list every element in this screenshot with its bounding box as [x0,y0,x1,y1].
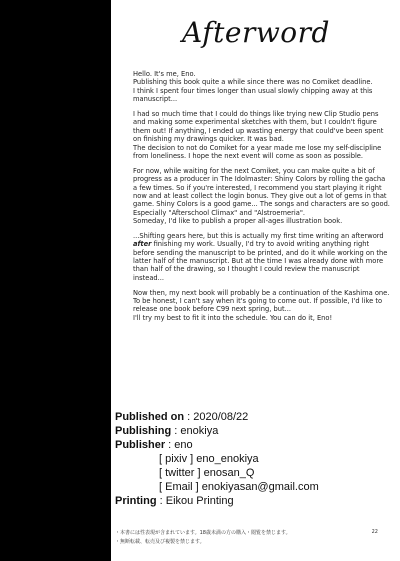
published-on-label: Published on [115,411,185,423]
page-title: Afterword [182,16,330,49]
twitter-line: [ twitter ] enosan_Q [159,467,255,479]
publisher-label: Publisher [115,439,166,451]
publishing-line [115,424,319,438]
paragraph-text: ...Shifting gears here, but this is actually my first time writing an afterword [133,231,384,240]
publisher-value: : eno [165,439,193,451]
footer-notice [115,529,375,547]
paragraph-text: For now, while waiting for the next Comiket, you can make quite a bit of progress as a producer in The Idolmaster: Shiny Colors by rolling the gacha a few times. So if you're interested, I recommend you start playing it right now and at least collect the login bonus. They give out a lot of gems in that game. Shiny Colors is a good game... The songs and characters are so good. Especially "Afterschool Climax" and "Alstroemeria". Someday, I'd like to publish a proper all-ages illustration book. [133,166,390,225]
paragraph [133,167,391,226]
emphasized-word: after [133,240,152,249]
paragraph [133,289,391,323]
publisher-line [115,438,319,452]
paragraph-text: I had so much time that I could do things like trying new Clip Studio pens and making some experimental sketches with them, but I couldn't figure them out! If anything, I ended up wasting energy that could've been spent on finishing my drawings quicker. It was bad. The decision to not do Comiket for a year made me lose my self-discipline from loneliness. I hope the next event will come as soon as possible. [133,110,384,160]
printing-line [115,494,319,508]
paragraph-text: Hello. It's me, Eno. Publishing this book quite a while since there was no Comiket deadline. I think I spent four times longer than usual slowly chipping away at this manuscript... [133,70,373,104]
colophon-credits [115,410,319,508]
paragraph [133,232,391,282]
afterword-body [133,70,391,329]
paragraph [133,70,391,104]
pixiv-line: [ pixiv ] eno_enokiya [159,453,259,465]
printing-label: Printing [115,495,157,507]
page-number: 22 [371,529,378,535]
published-on-value: : 2020/08/22 [184,411,249,423]
black-side-bar [0,0,110,561]
publishing-label: Publishing [115,425,172,437]
paragraph-text: Now then, my next book will probably be a continuation of the Kashima one. To be honest, I can't say when it's going to come out. If possible, I'd like to release one book before C99 next spring, but... I'll try my best to fit it into the schedule. You can do it, Eno! [133,288,390,322]
publishing-value: : enokiya [171,425,219,437]
footer-line-1: ・本書には性表現が含まれています。18歳未満の方の購入・閲覧を禁じます。 [115,530,291,536]
printing-value: : Eikou Printing [156,495,234,507]
email-line: [ Email ] enokiyasan@gmail.com [159,481,319,493]
paragraph-text-rest: finishing my work. Usually, I'd try to avoid writing anything right before sending the manuscript to be printed, and do it while working on the latter half of the manuscript. But at the time I was already done with more than half of the drawing, so I thought I could review the manuscript instead... [133,240,388,282]
paragraph [133,110,391,160]
published-on-line [115,410,319,424]
footer-line-2: ・無断転載、転売及び複製を禁じます。 [115,539,205,545]
